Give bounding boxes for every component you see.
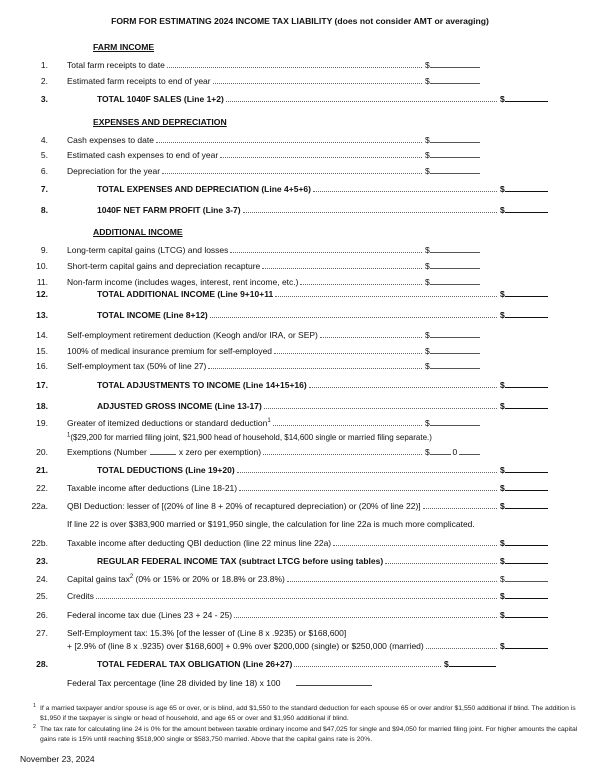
amount-blank xyxy=(505,615,548,618)
line-22 xyxy=(20,483,580,494)
dollar-sign: $ xyxy=(500,380,505,391)
dotted-leader xyxy=(313,189,497,192)
line-7 xyxy=(20,184,580,195)
dotted-leader xyxy=(220,155,422,158)
amount-blank xyxy=(505,315,548,318)
dotted-leader xyxy=(264,406,497,409)
line-number: 4. xyxy=(40,134,48,145)
line-label: 100% of medical insurance premium for self-employed xyxy=(67,345,273,356)
line-label: Estimated farm receipts to end of year xyxy=(67,75,211,86)
amount-field xyxy=(425,60,480,70)
amount-field xyxy=(425,135,480,145)
amount-field xyxy=(500,591,548,601)
line-number: 24. xyxy=(36,573,48,584)
dollar-sign: $ xyxy=(425,165,430,176)
amount-field xyxy=(500,310,548,320)
amount-field xyxy=(425,166,480,176)
line-label: Depreciation for the year xyxy=(67,165,161,176)
line-label: Credits xyxy=(67,591,94,602)
line-17 xyxy=(20,380,580,391)
amount-field xyxy=(425,245,480,255)
amount-field xyxy=(500,94,548,104)
dollar-sign: $ xyxy=(425,446,430,457)
dollar-sign: $ xyxy=(500,94,505,105)
line-number: 10. xyxy=(36,261,48,272)
amount-blank xyxy=(505,596,548,599)
amount-field xyxy=(425,277,480,287)
amount-blank xyxy=(505,488,548,491)
amount-blank xyxy=(430,155,480,158)
footnote-ref-1: 1 xyxy=(267,418,271,425)
line-12 xyxy=(20,289,580,300)
line-number: 14. xyxy=(36,330,48,341)
line-number: 27. xyxy=(36,628,48,639)
dotted-leader xyxy=(294,664,441,667)
line-number: 5. xyxy=(40,150,48,161)
exemptions-number-blank xyxy=(150,452,176,455)
amount-blank xyxy=(449,664,496,667)
dotted-leader xyxy=(213,81,422,84)
line-label: Long-term capital gains (LTCG) and losses xyxy=(67,245,229,256)
amount-field xyxy=(425,76,480,86)
line-number: 22b. xyxy=(31,537,48,548)
dollar-sign: $ xyxy=(425,261,430,272)
amount-field xyxy=(500,465,548,475)
dotted-leader xyxy=(320,335,422,338)
dotted-leader xyxy=(167,65,422,68)
line-label: Self-employment tax (50% of line 27) xyxy=(67,361,207,372)
line-number: 15. xyxy=(36,345,48,356)
dotted-leader xyxy=(287,579,497,582)
amount-field xyxy=(444,659,496,669)
amount-field xyxy=(500,289,548,299)
line-4 xyxy=(20,135,580,146)
amount-blank xyxy=(505,189,548,192)
footnote-2 xyxy=(33,725,588,745)
footnote-marker: 1 xyxy=(33,703,36,710)
footnote-ref-2: 2 xyxy=(129,573,134,580)
dollar-sign: $ xyxy=(425,361,430,372)
dotted-leader xyxy=(426,646,497,649)
amount-blank xyxy=(430,366,480,369)
line-number: 17. xyxy=(36,380,48,391)
line-label: Self-employment retirement deduction (Keogh and/or IRA, or SEP) xyxy=(67,330,318,341)
amount-blank xyxy=(505,385,548,388)
line-number: 12. xyxy=(36,289,48,300)
line-number: 3. xyxy=(40,94,48,105)
dotted-leader xyxy=(156,140,422,143)
line-19 xyxy=(20,418,580,429)
line-21 xyxy=(20,465,580,476)
line-27-continued xyxy=(20,641,580,652)
amount-field xyxy=(500,205,548,215)
line-6 xyxy=(20,166,580,177)
amount-blank xyxy=(430,171,480,174)
line-24 xyxy=(20,574,580,585)
amount-field xyxy=(425,361,480,371)
line-20 xyxy=(20,447,580,458)
dollar-sign: $ xyxy=(425,134,430,145)
dollar-sign: $ xyxy=(500,465,505,476)
line-number: 7. xyxy=(40,184,48,195)
line-9 xyxy=(20,245,580,256)
line-number: 22. xyxy=(36,482,48,493)
dollar-sign: $ xyxy=(500,609,505,620)
line-label: Self-Employment tax: 15.3% [of the lesser of (Line 8 x .9235) or $168,600] xyxy=(67,628,347,639)
line-label: TOTAL 1040F SALES (Line 1+2) xyxy=(97,94,224,105)
section-expenses: EXPENSES AND DEPRECIATION xyxy=(93,116,227,127)
dotted-leader xyxy=(333,543,497,546)
line-label: Total farm receipts to date xyxy=(67,60,165,70)
amount-blank xyxy=(505,210,548,213)
line-number: 28. xyxy=(36,659,48,670)
amount-field xyxy=(500,380,548,390)
amount-blank xyxy=(505,470,548,473)
line-number: 26. xyxy=(36,609,48,620)
dotted-leader xyxy=(423,506,497,509)
dollar-sign: $ xyxy=(425,330,430,341)
dollar-sign: $ xyxy=(425,276,430,287)
section-farm-income: FARM INCOME xyxy=(93,42,155,52)
amount-field xyxy=(500,610,548,620)
line-label: Cash expenses to date xyxy=(67,134,154,145)
line-11 xyxy=(20,277,580,288)
line-number: 13. xyxy=(36,309,48,320)
line-number: 16. xyxy=(36,361,48,372)
line-2 xyxy=(20,76,580,87)
amount-blank xyxy=(505,579,548,582)
line-22a xyxy=(20,501,580,512)
line-label: TOTAL ADJUSTMENTS TO INCOME (Line 14+15+16) xyxy=(97,380,307,391)
dollar-sign: $ xyxy=(425,245,430,256)
dollar-sign: $ xyxy=(500,184,505,195)
line-3 xyxy=(20,94,580,105)
dotted-leader xyxy=(210,315,497,318)
line-number: 6. xyxy=(40,165,48,176)
dotted-leader xyxy=(275,294,497,297)
line-14 xyxy=(20,330,580,341)
line-27 xyxy=(20,628,580,639)
line-26 xyxy=(20,610,580,621)
dollar-sign: $ xyxy=(425,150,430,161)
amount-field xyxy=(425,150,480,160)
amount-blank xyxy=(459,452,480,455)
section-additional-income: ADDITIONAL INCOME xyxy=(93,227,183,238)
dollar-sign: $ xyxy=(500,591,505,602)
note-text: $^1$($29,200 for married filing joint, $21,900 head of household, $14,600 single or married filing separate.) xyxy=(67,431,432,442)
amount-field xyxy=(425,447,480,457)
line-number: 20. xyxy=(36,446,48,457)
dollar-sign: $ xyxy=(500,537,505,548)
line-label: 1040F NET FARM PROFIT (Line 3-7) xyxy=(97,204,241,215)
amount-blank xyxy=(505,406,548,409)
line-13 xyxy=(20,310,580,321)
line-label: Taxable income after deductions (Line 18-21) xyxy=(67,482,238,493)
dotted-leader xyxy=(309,385,497,388)
dollar-sign: $ xyxy=(425,345,430,356)
dotted-leader xyxy=(234,615,497,618)
amount-blank xyxy=(430,335,480,338)
line-number: 23. xyxy=(36,556,48,567)
line-label: TOTAL ADDITIONAL INCOME (Line 9+10+11 xyxy=(97,289,274,300)
line-10 xyxy=(20,261,580,272)
line-label: Non-farm income (includes wages, interest, rent income, etc.) xyxy=(67,276,299,287)
amount-value: 0 xyxy=(452,446,458,457)
amount-field xyxy=(500,538,548,548)
line-label: Taxable income after deducting QBI deduction (line 22 minus line 22a) xyxy=(67,537,332,548)
amount-field xyxy=(500,184,548,194)
dotted-leader xyxy=(226,99,497,102)
line-22a-note xyxy=(20,519,580,530)
line-number: 8. xyxy=(40,204,48,215)
amount-blank xyxy=(430,266,480,269)
amount-field xyxy=(500,556,548,566)
dotted-leader xyxy=(274,351,422,354)
footnotes xyxy=(20,704,588,747)
dotted-leader xyxy=(237,470,497,473)
document-date: November 23, 2024 xyxy=(20,754,95,764)
dollar-sign: $ xyxy=(425,60,430,70)
federal-tax-percentage-line xyxy=(20,678,580,689)
dotted-leader xyxy=(273,423,422,426)
line-number: 2. xyxy=(40,75,48,86)
line-label: TOTAL FEDERAL TAX OBLIGATION (Line 26+27) xyxy=(97,659,293,670)
line-number: 25. xyxy=(36,591,48,602)
amount-blank xyxy=(505,506,548,509)
line-1 xyxy=(20,60,580,71)
amount-field xyxy=(500,501,548,511)
amount-blank xyxy=(430,452,451,455)
line-label: TOTAL INCOME (Line 8+12) xyxy=(97,309,208,320)
amount-blank xyxy=(430,351,480,354)
footnote-1 xyxy=(33,704,588,724)
amount-field xyxy=(500,641,548,651)
line-28 xyxy=(20,659,580,670)
line-label: QBI Deduction: lesser of [(20% of line 8 + 20% of recaptured depreciation) or (20% of line 22)] xyxy=(67,501,421,512)
note-text: If line 22 is over $383,900 married or $191,950 single, the calculation for line 22a is much more complicated. xyxy=(67,518,475,529)
dotted-leader xyxy=(162,171,422,174)
line-number: 18. xyxy=(36,400,48,411)
amount-blank xyxy=(505,543,548,546)
line-5 xyxy=(20,150,580,161)
footnote-text: The tax rate for calculating line 24 is 0% for the amount between taxable ordinary income and $47,025 for single and $94,050 for married filing joint. For higher amounts the capital gains rate is 15% until reaching $518,900 single or $583,750 married. Above that the capital gains rate is 20%. xyxy=(40,725,578,744)
amount-field xyxy=(425,346,480,356)
dollar-sign: $ xyxy=(500,573,505,584)
line-19-note xyxy=(20,433,580,444)
amount-blank xyxy=(430,81,480,84)
line-number: 22a. xyxy=(31,501,48,512)
amount-blank xyxy=(505,646,548,649)
dollar-sign: $ xyxy=(500,501,505,512)
line-label: Short-term capital gains and depreciation recapture xyxy=(67,261,261,272)
line-number: 1. xyxy=(40,60,48,70)
line-label: Exemptions (Number x zero per exemption) xyxy=(67,446,262,457)
amount-field xyxy=(425,418,480,428)
dollar-sign: $ xyxy=(500,309,505,320)
line-22b xyxy=(20,538,580,549)
line-number: 11. xyxy=(36,276,48,287)
dollar-sign: $ xyxy=(425,418,430,429)
dotted-leader xyxy=(230,250,422,253)
amount-blank xyxy=(430,65,480,68)
line-label: Estimated cash expenses to end of year xyxy=(67,150,219,161)
dollar-sign: $ xyxy=(500,482,505,493)
amount-blank xyxy=(505,294,548,297)
line-label: Capital gains tax$^2$ (0% or 15% or 20% or 18.8% or 23.8%) xyxy=(67,573,285,584)
line-16 xyxy=(20,361,580,372)
line-number: 9. xyxy=(40,245,48,256)
amount-field xyxy=(500,401,548,411)
dotted-leader xyxy=(385,561,497,564)
form-title: FORM FOR ESTIMATING 2024 INCOME TAX LIABILITY (does not consider AMT or averaging) xyxy=(111,16,489,26)
line-number: 19. xyxy=(36,418,48,429)
amount-blank xyxy=(430,250,480,253)
amount-blank xyxy=(430,423,480,426)
dotted-leader xyxy=(239,488,497,491)
dotted-leader xyxy=(243,210,497,213)
amount-field xyxy=(425,330,480,340)
amount-blank xyxy=(430,282,480,285)
line-label: TOTAL EXPENSES AND DEPRECIATION (Line 4+5+6) xyxy=(97,184,311,195)
dotted-leader xyxy=(300,282,422,285)
line-15 xyxy=(20,346,580,357)
line-label: Federal Tax percentage (line 28 divided by line 18) x 100 xyxy=(67,677,281,688)
amount-field xyxy=(500,483,548,493)
dotted-leader xyxy=(208,366,422,369)
amount-blank xyxy=(505,561,548,564)
dotted-leader xyxy=(262,266,422,269)
line-label: Federal income tax due (Lines 23 + 24 - 25) xyxy=(67,609,233,620)
percentage-blank xyxy=(296,683,372,686)
dollar-sign: $ xyxy=(425,75,430,86)
line-18 xyxy=(20,401,580,412)
dollar-sign: $ xyxy=(500,289,505,300)
line-25 xyxy=(20,591,580,602)
line-label: Greater of itemized deductions or standard deduction$^1$ xyxy=(67,418,271,429)
footnote-text: If a married taxpayer and/or spouse is age 65 or over, or is blind, add $1,550 to the standard deduction for each spouse 65 or over and/or $1,550 additional if blind. The addition is $1,950 if the taxpayer is single or head of household, and age 65 or over and $1,950 additional if blind. xyxy=(40,704,576,722)
amount-field xyxy=(500,574,548,584)
dollar-sign: $ xyxy=(444,659,449,670)
line-8 xyxy=(20,205,580,216)
line-label: TOTAL DEDUCTIONS (Line 19+20) xyxy=(97,465,235,476)
line-number: 21. xyxy=(36,465,48,476)
dollar-sign: $ xyxy=(500,204,505,215)
dollar-sign: $ xyxy=(500,556,505,567)
footnote-marker: 2 xyxy=(33,724,36,731)
amount-field xyxy=(425,261,480,271)
line-label: + [2.9% of (line 8 x .9235) over $168,600] + 0.9% over $200,000 (single) or $250,000 (married) xyxy=(67,640,424,651)
dotted-leader xyxy=(96,596,497,599)
amount-blank xyxy=(505,99,548,102)
amount-blank xyxy=(430,140,480,143)
line-label: ADJUSTED GROSS INCOME (Line 13-17) xyxy=(97,400,262,411)
footnote-ref-1: 1 xyxy=(67,431,71,438)
line-23 xyxy=(20,556,580,567)
dotted-leader xyxy=(263,452,422,455)
line-label: REGULAR FEDERAL INCOME TAX (subtract LTCG before using tables) xyxy=(97,556,384,567)
dollar-sign: $ xyxy=(500,640,505,651)
dollar-sign: $ xyxy=(500,400,505,411)
